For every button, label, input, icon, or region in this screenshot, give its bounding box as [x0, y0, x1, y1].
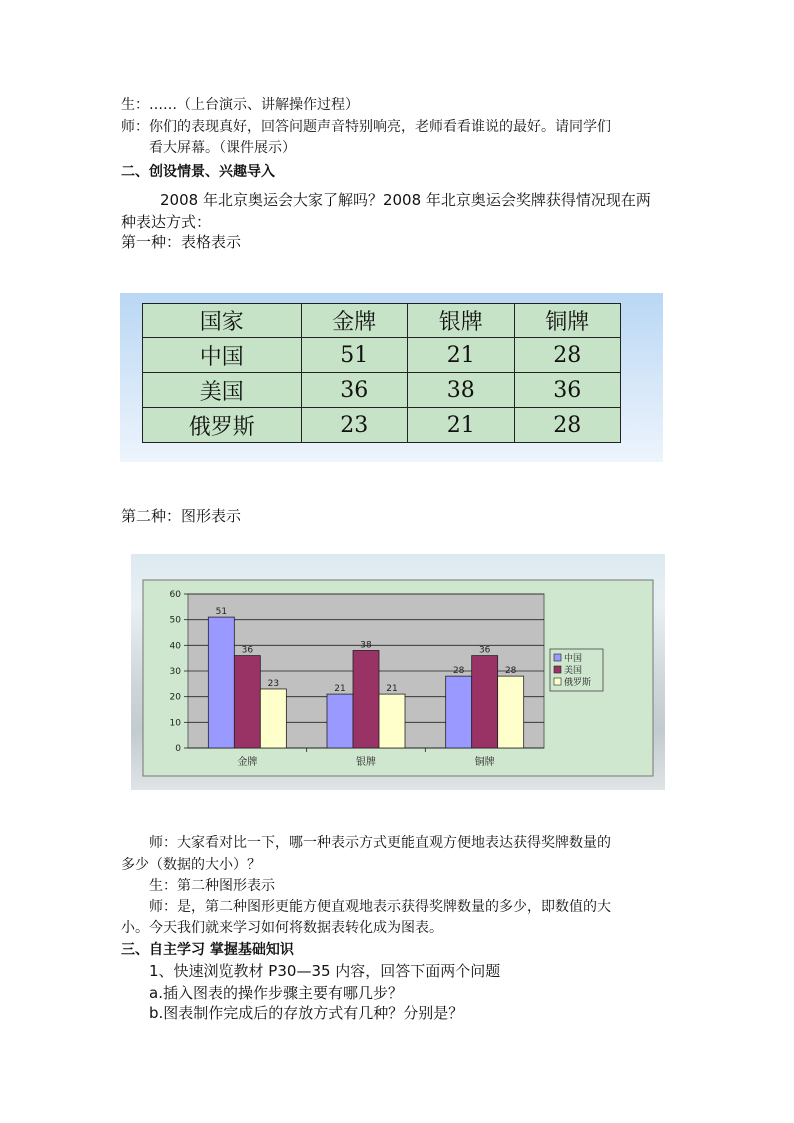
question-1b: b.图表制作完成后的存放方式有几种？分别是？	[149, 1004, 464, 1022]
table-cell: 中国	[143, 338, 302, 373]
table-row	[143, 373, 621, 408]
table-row	[143, 408, 621, 443]
bar	[260, 689, 286, 748]
table-cell: 23	[301, 408, 407, 443]
bar	[234, 656, 260, 748]
legend-swatch	[554, 666, 561, 673]
table-cell: 21	[408, 338, 514, 373]
student-line-2: 生：第二种图形表示	[149, 878, 275, 894]
bar	[327, 694, 353, 748]
question-1a: a.插入图表的操作步骤主要有哪几步？	[149, 984, 403, 1002]
section-heading-2: 二、创设情景、兴趣导入	[121, 164, 275, 180]
medal-table-figure	[120, 293, 663, 462]
table-header-cell: 铜牌	[514, 304, 621, 338]
data-label: 23	[267, 678, 280, 689]
x-tick-label: 银牌	[356, 757, 376, 768]
data-label: 36	[241, 645, 254, 656]
student-line-1: 生：……（上台演示、讲解操作过程）	[121, 97, 359, 113]
paragraph-1-line-1: 2008 年北京奥运会大家了解吗？2008 年北京奥运会奖牌获得情况现在两	[160, 191, 651, 209]
table-header-cell: 国家	[143, 304, 302, 338]
table-cell: 俄罗斯	[143, 408, 302, 443]
bar	[208, 617, 234, 748]
legend-swatch	[554, 654, 561, 661]
table-cell: 36	[514, 373, 621, 408]
table-cell: 51	[301, 338, 407, 373]
y-tick-label: 30	[169, 667, 181, 677]
teacher-line-1-cont: 看大屏幕。（课件展示）	[149, 140, 296, 156]
data-label: 51	[215, 607, 228, 618]
table-cell: 28	[514, 408, 621, 443]
table-header-cell: 银牌	[408, 304, 514, 338]
data-label: 38	[360, 640, 372, 651]
data-label: 21	[386, 684, 398, 695]
medal-table	[142, 303, 621, 443]
legend-label: 俄罗斯	[564, 678, 592, 688]
bar	[353, 650, 379, 748]
first-method-label: 第一种：表格表示	[121, 233, 242, 251]
y-tick-label: 10	[169, 718, 181, 729]
table-cell: 28	[514, 338, 621, 373]
teacher-line-1: 师：你们的表现真好，回答问题声音特别响亮，老师看看谁说的最好。请同学们	[121, 119, 611, 135]
table-cell: 38	[408, 373, 514, 408]
legend-label: 中国	[564, 654, 583, 664]
bar	[498, 676, 524, 748]
table-cell: 21	[408, 408, 514, 443]
y-tick-label: 40	[169, 641, 181, 652]
second-method-label: 第二种：图形表示	[121, 507, 242, 525]
data-label: 21	[334, 684, 346, 695]
y-tick-label: 60	[169, 590, 181, 600]
y-tick-label: 50	[169, 615, 181, 626]
teacher-line-3-cont: 小。今天我们就来学习如何将数据表转化成为图表。	[121, 920, 443, 936]
legend-label: 美国	[564, 666, 583, 676]
bar	[472, 656, 498, 748]
teacher-line-2-cont: 多少（数据的大小）？	[121, 857, 261, 873]
data-label: 28	[504, 666, 517, 677]
paragraph-1-line-2: 种表达方式：	[121, 213, 212, 231]
legend-swatch	[554, 678, 561, 685]
teacher-line-3: 师：是，第二种图形更能方便直观地表示获得奖牌数量的多少，即数值的大	[149, 899, 611, 915]
bar	[379, 694, 405, 748]
table-header-row	[143, 304, 621, 338]
medal-chart-figure	[131, 554, 665, 790]
y-tick-label: 0	[175, 744, 181, 754]
x-tick-label: 铜牌	[474, 757, 495, 768]
bar	[446, 676, 472, 748]
table-cell: 美国	[143, 373, 302, 408]
teacher-line-2: 师：大家看对比一下，哪一种表示方式更能直观方便地表达获得奖牌数量的	[149, 835, 611, 851]
question-1: 1、快速浏览教材 P30—35 内容，回答下面两个问题	[149, 962, 501, 980]
table-header-cell: 金牌	[301, 304, 407, 338]
x-tick-label: 金牌	[237, 757, 258, 768]
section-heading-3: 三、自主学习 掌握基础知识	[121, 942, 294, 958]
table-cell: 36	[301, 373, 407, 408]
data-label: 28	[452, 666, 465, 677]
table-row	[143, 338, 621, 373]
medal-bar-chart	[131, 554, 665, 790]
y-tick-label: 20	[169, 692, 181, 703]
data-label: 36	[478, 645, 491, 656]
